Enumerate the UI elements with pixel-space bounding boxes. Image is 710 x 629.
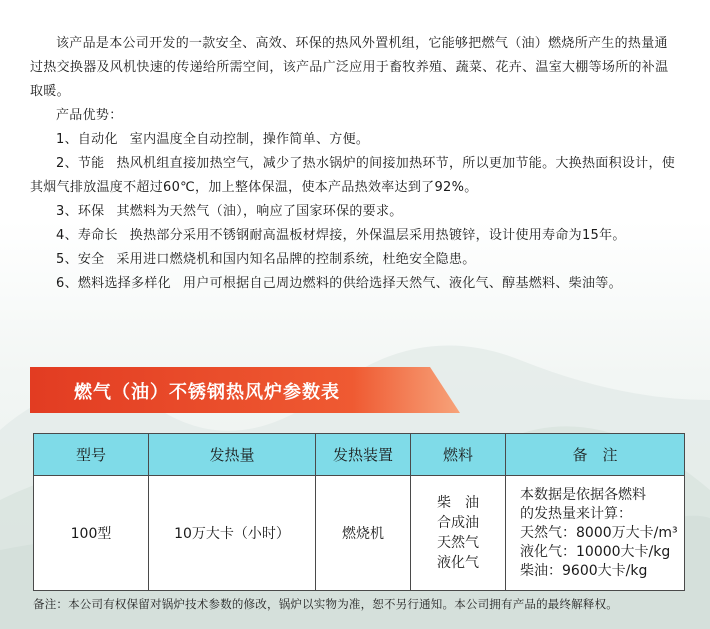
header-fuel: 燃料 (411, 434, 506, 476)
advantage-key: 4、寿命长 (56, 228, 118, 243)
note-line: 的发热量来计算： (520, 505, 632, 522)
product-description (30, 32, 680, 296)
advantage-text: 其燃料为天然气（油），响应了国家环保的要求。 (116, 204, 403, 219)
advantage-key: 5、安全 (56, 252, 105, 267)
header-notes: 备 注 (506, 434, 685, 476)
advantage-text: 采用进口燃烧机和国内知名品牌的控制系统，杜绝安全隐患。 (116, 252, 476, 267)
parameter-table (33, 433, 685, 591)
note-line: 柴油：9600大卡/kg (520, 562, 648, 579)
banner-title: 燃气（油）不锈钢热风炉参数表 (74, 382, 340, 403)
advantage-text: 热风机组直接加热空气，减少了热水锅炉的间接加热环节，所以更加节能。大换热面积设计，使其烟气排放温度不超过60℃，加上整体保温，使本产品热效率达到了92%。 (30, 156, 676, 195)
cell-heat: 10万大卡（小时） (149, 476, 316, 591)
table-header-row (34, 434, 685, 476)
header-model: 型号 (34, 434, 149, 476)
advantage-item (30, 248, 680, 272)
advantage-item (30, 200, 680, 224)
note-line: 液化气：10000大卡/kg (520, 543, 671, 560)
advantage-text: 室内温度全自动控制，操作简单、方便。 (129, 132, 370, 147)
section-banner (30, 367, 460, 413)
note-line: 本数据是依据各燃料 (520, 486, 646, 503)
advantage-text: 换热部分采用不锈钢耐高温板材焊接，外保温层采用热镀锌，设计使用寿命为15年。 (129, 228, 626, 243)
advantage-text: 用户可根据自己周边燃料的供给选择天然气、液化气、醇基燃料、柴油等。 (182, 276, 622, 291)
header-device: 发热装置 (316, 434, 411, 476)
cell-notes (506, 476, 685, 591)
advantage-item (30, 272, 680, 296)
fuel-item: 液化气 (437, 555, 479, 571)
advantage-item (30, 224, 680, 248)
advantage-key: 3、环保 (56, 204, 105, 219)
fuel-item: 天然气 (437, 535, 479, 551)
cell-model: 100型 (34, 476, 149, 591)
advantage-item (30, 128, 680, 152)
table-row (34, 476, 685, 591)
advantage-item (30, 152, 680, 200)
advantage-key: 2、节能 (56, 156, 105, 171)
cell-fuels (411, 476, 506, 591)
note-line: 天然气：8000万大卡/m³ (520, 524, 678, 541)
footnote: 备注：本公司有权保留对锅炉技术参数的修改，锅炉以实物为准，恕不另行通知。本公司拥有产品的最终解释权。 (33, 597, 618, 611)
fuel-item: 合成油 (437, 515, 479, 531)
intro-paragraph: 该产品是本公司开发的一款安全、高效、环保的热风外置机组，它能够把燃气（油）燃烧所产生的热量通过热交换器及风机快速的传递给所需空间，该产品广泛应用于畜牧养殖、蔬菜、花卉、温室大棚等场所的补温取暖。 (30, 36, 669, 99)
advantages-title: 产品优势： (56, 108, 123, 123)
advantage-key: 6、燃料选择多样化 (56, 276, 171, 291)
header-heat: 发热量 (149, 434, 316, 476)
cell-device: 燃烧机 (316, 476, 411, 591)
fuel-item: 柴 油 (437, 495, 479, 511)
advantage-key: 1、自动化 (56, 132, 118, 147)
